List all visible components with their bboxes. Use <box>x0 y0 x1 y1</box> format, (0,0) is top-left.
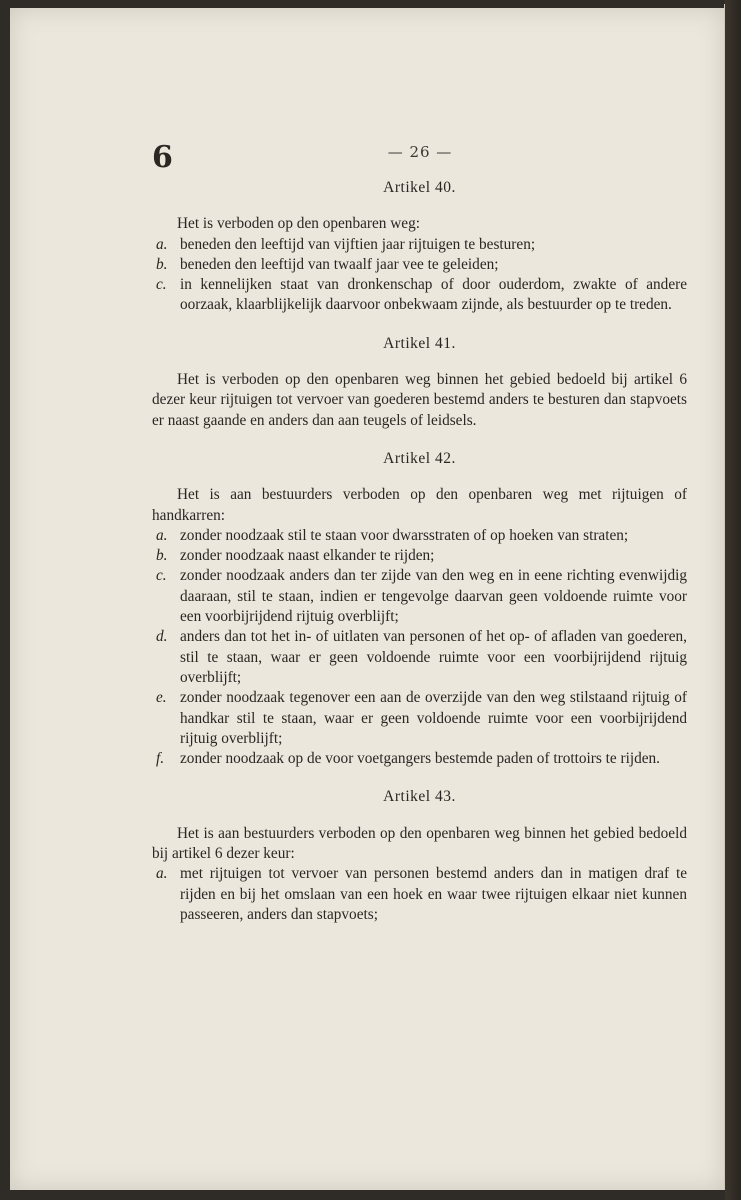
item-letter: b. <box>156 547 168 565</box>
list-item <box>152 255 687 275</box>
article-paragraph: Het is verboden op den openbaren weg binnen het gebied bedoeld bij artikel 6 dezer keur rijtuigen tot vervoer van goederen bestemd anders te besturen dan stapvoets er naast gaande en anders dan aan teugels of leidsels. <box>152 371 687 429</box>
item-text: anders dan tot het in- of uitlaten van personen of het op- of afladen van goederen, stil te staan, waar er geen voldoende ruimte voor een voorbijrijdend rijtuig overblijft; <box>180 628 687 686</box>
article-title: Artikel 41. <box>383 334 456 352</box>
list-item <box>152 864 687 925</box>
list-item <box>152 546 687 566</box>
item-letter: f. <box>156 750 165 768</box>
list-item <box>152 688 687 749</box>
item-text: zonder noodzaak op de voor voetgangers bestemde paden of trottoirs te rijden. <box>180 750 660 768</box>
article-43 <box>152 787 687 925</box>
article-item-list <box>152 235 687 316</box>
list-item <box>152 749 687 769</box>
article-41 <box>152 334 687 431</box>
item-letter: c. <box>156 567 167 585</box>
item-letter: c. <box>156 276 167 294</box>
item-letter: b. <box>156 255 168 273</box>
article-42 <box>152 449 687 769</box>
article-intro: Het is aan bestuurders verboden op den openbaren weg binnen het gebied bedoeld bij artikel 6 dezer keur: <box>152 824 687 863</box>
item-text: zonder noodzaak stil te staan voor dwarsstraten of op hoeken van straten; <box>180 526 629 544</box>
item-letter: e. <box>156 689 167 707</box>
list-item <box>152 275 687 316</box>
page-content <box>152 178 687 943</box>
page-number: — 26 — <box>387 143 453 161</box>
list-item <box>152 526 687 546</box>
article-item-list <box>152 526 687 770</box>
article-title: Artikel 43. <box>383 788 456 806</box>
article-40 <box>152 178 687 316</box>
item-text: zonder noodzaak naast elkander te rijden; <box>180 547 435 565</box>
item-text: zonder noodzaak tegenover een aan de overzijde van den weg stilstaand rijtuig of handkar stil te staan, waar er geen voldoende ruimte voor een voorbijrijdend rijtuig overblijft; <box>180 689 687 747</box>
item-letter: a. <box>156 235 168 253</box>
article-intro: Het is verboden op den openbaren weg: <box>177 215 420 233</box>
item-text: zonder noodzaak anders dan ter zijde van den weg en in eene richting evenwijdig daaraan, stil te staan, indien er tengevolge daarvan geen voldoende ruimte voor een voorbijrijdend rijtuig overblijft; <box>180 567 687 626</box>
signature-mark: 6 <box>152 140 173 175</box>
item-text: beneden den leeftijd van twaalf jaar vee te geleiden; <box>180 255 499 273</box>
item-letter: d. <box>156 628 168 646</box>
item-text: met rijtuigen tot vervoer van personen bestemd anders dan in matigen draf te rijden en bij het omslaan van een hoek en waar twee rijtuigen elkaar niet kunnen passeeren, anders dan stapvoets; <box>180 865 687 923</box>
list-item <box>152 235 687 255</box>
item-letter: a. <box>156 865 168 883</box>
article-intro: Het is aan bestuurders verboden op den openbaren weg met rijtuigen of handkarren: <box>152 486 687 524</box>
list-item <box>152 566 687 627</box>
book-cover-edge <box>725 0 741 1200</box>
item-text: beneden den leeftijd van vijftien jaar rijtuigen te besturen; <box>180 235 536 253</box>
article-title: Artikel 40. <box>383 179 456 196</box>
item-letter: a. <box>156 526 168 544</box>
article-item-list <box>152 864 687 925</box>
item-text: in kennelijken staat van dronkenschap of door ouderdom, zwakte of andere oorzaak, klaarblijkelijk daarvoor onbekwaam zijnde, als bestuurder op te treden. <box>180 276 687 314</box>
list-item <box>152 627 687 688</box>
article-title: Artikel 42. <box>383 449 456 467</box>
